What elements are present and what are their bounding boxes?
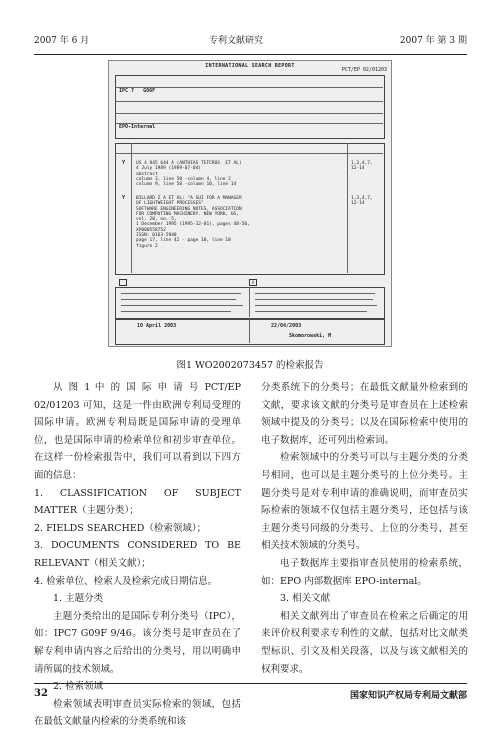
header-journal: 专利文献研究: [209, 36, 264, 46]
page-number: 32: [34, 688, 48, 699]
header-issue: 2007 年 第 3 期: [399, 36, 467, 46]
list-item: 3. DOCUMENTS CONSIDERED TO BE RELEVANT（相关文献）；: [34, 540, 241, 569]
paragraph: 分类系统下的分类号；在最低文献量外检索到的文献，要求该文献的分类号是审查员在上述检索领域中提及的分类号；以及在国际检索中使用的电子数据库，还可列出检索词。: [261, 382, 468, 446]
left-column: [34, 379, 241, 731]
list-item: 1. CLASSIFICATION OF SUBJECT MATTER（主题分类）；: [34, 487, 241, 517]
header-rule: [34, 54, 467, 55]
search-report-figure: INTERNATIONAL SEARCH REPORT PCT/EP 02/01203 IPC 7 G06F EPO-Internal Y US 4 845 644 A (ANTHIAS TEFCROS ET AL) 4 July 1989 (1989-07-04) abstract column 3, line 50 -column 4, line 2 column 9, line 50 -column 10, line 14 1,3,4,7, 12-14 Y BILLARD Z A ET AL: "A GUI FOR A MANAGER OF LIGHTWEIGHT PROCESSES" SOFTWARE ENGINEERING NOTES, ASSOCIATION FOR COMPUTING MACHINERY. NEW YORK, US, vol. 20, no. 5, 1 December 1995 (1995-12-01), pages 48-50, XP000558752 ISSN: 0163-5948 page 17, line 42 - page 18, line 18 figure 2 1,3,4,7, 12-14 X 10 April 2003 22/04/2003 Skomorowski, M: [108, 60, 392, 347]
report-application-no: PCT/EP 02/01203: [341, 67, 387, 73]
section-heading: 1. 主题分类: [53, 593, 104, 605]
header-date: 2007 年 6 月: [34, 36, 90, 46]
paragraph: 主题分类给出的是国际专利分类号（IPC），如：IPC7 G09F 9/46。该分类号是审查员在了解专利申请内容之后给出的分类号，用以明确申请所属的技术领域。: [34, 610, 241, 675]
report-database: EPO-Internal: [119, 124, 156, 130]
paragraph: 从 图 1 中 的 国 际 申 请 号 PCT/EP 02/01203 可知，这是一件由欧洲专利局受理的国际申请。欧洲专利局既是国际申请的受理单位，也是国际申请的检索单位和初步审查单位。在这样一份检索报告中，我们可以看到以下四方面的信息：: [34, 382, 241, 481]
checkbox-icon: [119, 279, 127, 286]
paragraph: 检索领域表明审查员实际检索的领域，包括在最低文献量内检索的分类系统和该: [34, 698, 241, 728]
section-heading: 2. 检索领域: [53, 681, 104, 693]
list-item: 4. 检索单位、检索人及检索完成日期信息。: [34, 575, 218, 587]
footer-rule: [34, 683, 467, 684]
citation-1: US 4 845 644 A (ANTHIAS TEFCROS ET AL) 4 July 1989 (1989-07-04) abstract column 3, line 50 -column 4, line 2 column 9, line 50 -column 10, line 14: [136, 161, 242, 188]
date-mailing: 22/04/2003: [271, 323, 302, 329]
list-item: 2. FIELDS SEARCHED（检索领域）；: [34, 522, 207, 534]
right-column: [261, 379, 468, 678]
paragraph: 电子数据库主要指审查员使用的检索系统，如：EPO 内部数据库 EPO-internal。: [261, 557, 468, 587]
citation-2: BILLARD Z A ET AL: "A GUI FOR A MANAGER OF LIGHTWEIGHT PROCESSES" SOFTWARE ENGINEERING NOTES, ASSOCIATION FOR COMPUTING MACHINERY. NEW YORK, US, vol. 20, no. 5, 1 December 1995 (1995-12-01), pages 48-50, XP000558752 ISSN: 0163-5948 page 17, line 42 - page 18, line 18 figure 2: [136, 196, 250, 249]
paragraph: 相关文献列出了审查员在检索之后确定的用来评价权利要求专利性的文献，包括对比文献类型标识、引文及相关段落，以及与该文献相关的权利要求。: [261, 610, 468, 675]
date-completion: 10 April 2003: [137, 323, 177, 329]
checkbox-icon: X: [249, 279, 257, 286]
citation-2-claims: 1,3,4,7, 12-14: [351, 196, 373, 207]
classification-box: [115, 75, 385, 139]
report-ipc: IPC 7 G06F: [119, 88, 156, 94]
report-title: INTERNATIONAL SEARCH REPORT: [205, 63, 295, 69]
authorized-officer: Skomorowski, M: [289, 333, 332, 339]
figure-caption: 图1 WO2002073457 的检索报告: [176, 360, 324, 371]
section-heading: 3. 相关文献: [280, 593, 331, 605]
citation-1-claims: 1,3,4,7, 12-14: [351, 161, 373, 172]
paragraph: 检索领域中的分类号可以与主题分类的分类号相同，也可以是主题分类号的上位分类号。主题分类号是对专利申请的准确说明，而审查员实际检索的领域不仅包括主题分类号，还包括与该主题分类号同级的分类号、上位的分类号，甚至相关技术领域的分类号。: [261, 452, 468, 552]
footer-publisher: 国家知识产权局专利局文献部: [349, 691, 467, 701]
categories-box: [115, 287, 385, 319]
